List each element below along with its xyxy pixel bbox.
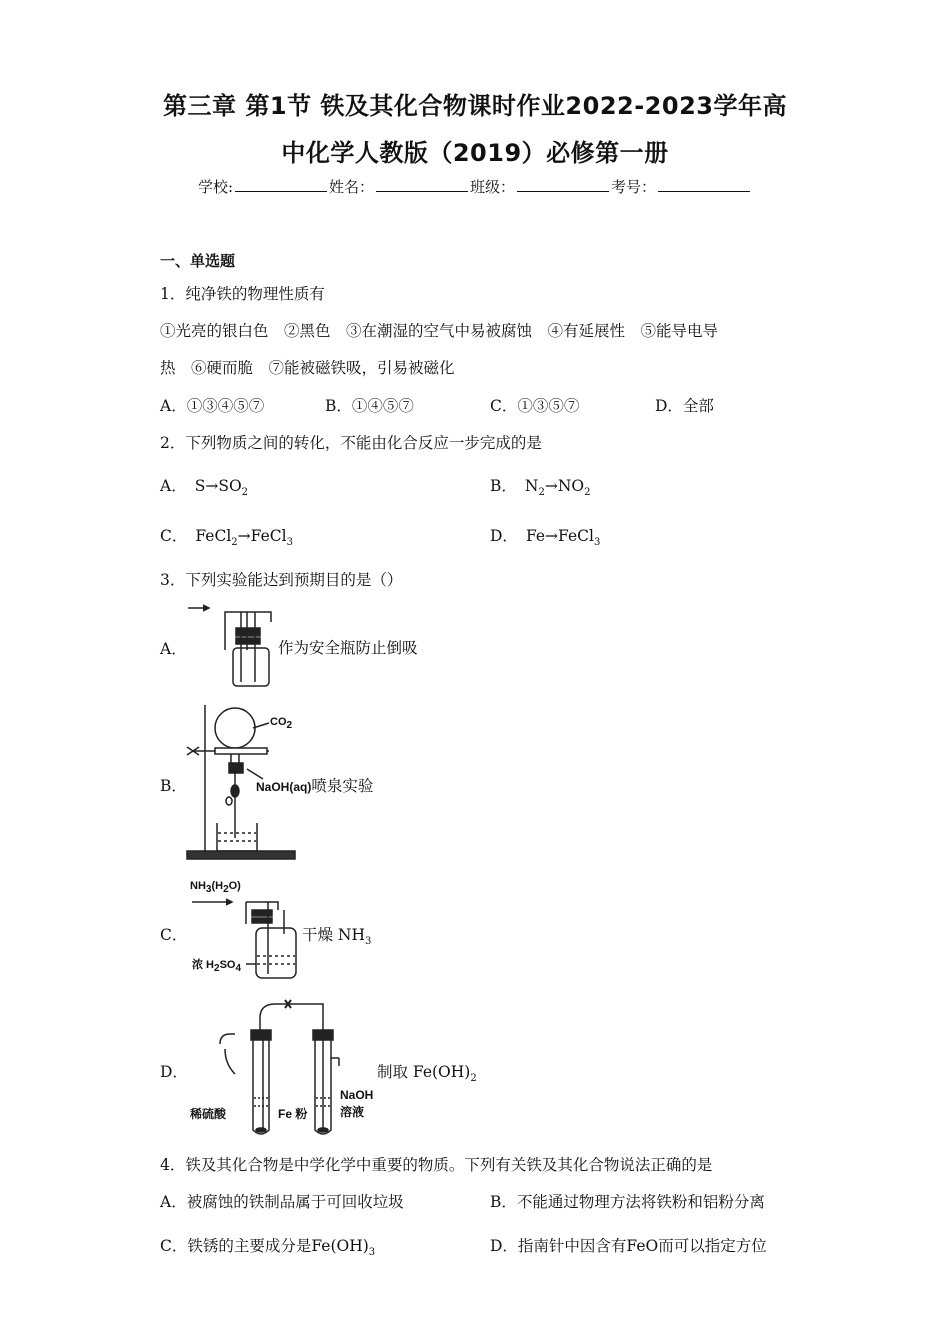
formula: N: [524, 477, 539, 495]
q2-stem: 2．下列物质之间的转化，不能由化合反应一步完成的是: [160, 434, 542, 452]
q2-option-b[interactable]: [490, 474, 590, 498]
q3-b-gas-label: $CO_2$: [270, 716, 293, 732]
arrow-icon: →: [545, 527, 559, 545]
q3-option-c-label[interactable]: C．: [160, 926, 188, 944]
option-label: B．: [490, 477, 517, 495]
subscript: 2: [538, 487, 545, 499]
arrow-icon: →: [237, 527, 251, 545]
formula: SO: [218, 477, 242, 495]
school-blank[interactable]: [235, 177, 327, 192]
exam-no-blank[interactable]: [658, 177, 750, 192]
q1-stem: 1．纯净铁的物理性质有: [160, 285, 325, 303]
arrow-icon: →: [544, 477, 558, 495]
experiment-name: 喷泉实验: [311, 777, 374, 795]
safety-bottle-diagram: [185, 600, 280, 692]
section-title: 一、单选题: [160, 252, 236, 270]
formula: NO: [557, 477, 585, 495]
option-label: A．: [160, 477, 187, 495]
formula: Fe: [525, 527, 546, 545]
q3-option-a-text: 作为安全瓶防止倒吸: [278, 639, 418, 657]
formula: FeCl: [558, 527, 594, 545]
student-info-row: [0, 176, 950, 197]
q3-option-a-label[interactable]: A．: [160, 640, 187, 658]
q1-line1: ①光亮的银白色 ②黑色 ③在潮湿的空气中易被腐蚀 ④有延展性 ⑤能导电导: [160, 322, 719, 340]
q4-option-b[interactable]: B．不能通过物理方法将铁粉和铝粉分离: [490, 1193, 765, 1211]
q4-stem: 4．铁及其化合物是中学化学中重要的物质。下列有关铁及其化合物说法正确的是: [160, 1156, 713, 1174]
class-label: 班级：: [470, 178, 516, 196]
q3-option-b-text: [256, 774, 373, 796]
q3-option-d-text: 制取 $Fe(OH)_2$: [377, 1063, 477, 1085]
exam-no-label: 考号：: [611, 178, 657, 196]
arrow-icon: →: [205, 477, 219, 495]
q2-option-c[interactable]: [160, 524, 293, 548]
q1-option-b[interactable]: B．①④⑤⑦: [325, 397, 414, 415]
q3-option-d-label[interactable]: D．: [160, 1063, 188, 1081]
q1-option-a[interactable]: A．①③④⑤⑦: [160, 397, 265, 415]
name-blank[interactable]: [376, 177, 468, 192]
q1-option-d[interactable]: D．全部: [655, 397, 714, 415]
option-label: C．: [160, 527, 188, 545]
subscript: 3: [593, 537, 601, 549]
name-label: 姓名：: [329, 178, 375, 196]
q3-option-c-text: 干燥 $NH_3$: [302, 926, 372, 948]
page-title-line2: 中化学人教版（2019）必修第一册: [281, 139, 669, 167]
q2-option-d[interactable]: [490, 524, 600, 548]
subscript: 2: [584, 487, 591, 499]
q3-d-fe-label: Fe 粉: [278, 1107, 308, 1121]
q4-option-d[interactable]: D．指南针中因含有FeO而可以指定方位: [490, 1237, 767, 1255]
q3-option-b-label[interactable]: B．: [160, 777, 187, 795]
formula: FeCl: [195, 527, 232, 545]
formula: S: [194, 477, 206, 495]
subscript: 3: [286, 537, 293, 549]
q1-option-c[interactable]: C．①③⑤⑦: [490, 397, 580, 415]
reagent-label: NaOH(aq): [256, 780, 312, 794]
q3-c-gas-label: $NH_3(H_2O)$: [190, 880, 241, 896]
q1-line2: 热 ⑥硬而脆 ⑦能被磁铁吸，引易被磁化: [160, 359, 455, 377]
q4-option-a[interactable]: A．被腐蚀的铁制品属于可回收垃圾: [160, 1193, 404, 1211]
option-label: D．: [490, 527, 518, 545]
q3-stem: 3．下列实验能达到预期目的是（）: [160, 571, 403, 589]
subscript: 2: [241, 487, 249, 499]
q3-c-acid-label: 浓 $H_2SO_4$: [192, 959, 242, 975]
q2-option-a[interactable]: [160, 474, 248, 498]
q3-d-acid-label: 稀硫酸: [190, 1107, 227, 1121]
formula: FeCl: [250, 527, 287, 545]
subscript: 2: [231, 537, 238, 549]
q4-option-c[interactable]: C．铁锈的主要成分是$Fe(OH)_3$: [160, 1237, 376, 1259]
class-blank[interactable]: [517, 177, 609, 192]
q3-d-solution-label: 溶液: [340, 1105, 365, 1119]
q3-d-naoh-label: NaOH: [340, 1088, 374, 1102]
page-title-line1: 第三章 第1节 铁及其化合物课时作业2022-2023学年高: [163, 92, 787, 120]
school-label: 学校:: [197, 178, 233, 196]
